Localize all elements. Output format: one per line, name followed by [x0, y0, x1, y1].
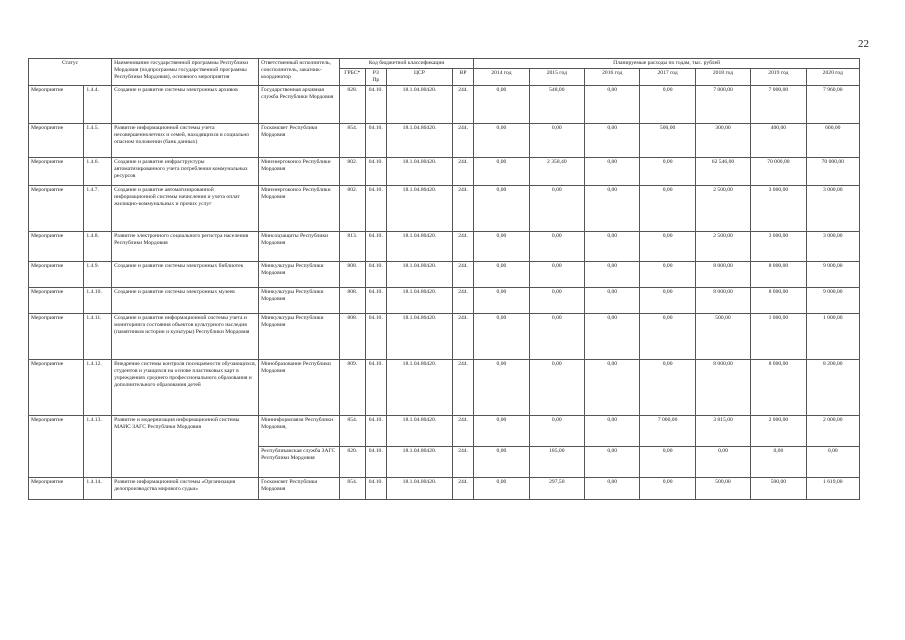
table-body	[29, 86, 860, 500]
row-status: Мероприятие	[29, 158, 84, 186]
row-year-value: 0,00	[585, 447, 640, 478]
row-csr: 18.1.04.80420.	[386, 158, 452, 186]
row-grbs: 808.	[340, 314, 366, 360]
row-year-value: 1 619,00	[806, 478, 859, 500]
row-year-value: 3 000,00	[806, 232, 859, 262]
row-year-value: 0,00	[529, 314, 584, 360]
row-year-value: 0,00	[640, 86, 695, 124]
table-row	[29, 416, 860, 447]
row-year-value: 0,00	[585, 314, 640, 360]
row-year-value: 9 000,00	[806, 288, 859, 314]
row-year-value: 0,00	[640, 288, 695, 314]
row-year-value: 400,00	[751, 124, 806, 158]
row-year-value: 0,00	[640, 447, 695, 478]
row-name: Создание и развитие системы электронных музеев	[112, 288, 259, 314]
row-year-value: 0,00	[474, 158, 529, 186]
header-year: 2017 год	[640, 69, 695, 86]
row-year-value: 185,00	[529, 447, 584, 478]
row-status: Мероприятие	[29, 360, 84, 416]
row-year-value: 0,00	[695, 447, 750, 478]
row-csr: 18.1.04.80420.	[386, 416, 452, 447]
row-vr: 244.	[452, 262, 473, 288]
table-row	[29, 124, 860, 158]
row-year-value: 500,00	[695, 478, 750, 500]
row-responsible: Минэнергоконсо Республики Мордовия	[259, 158, 340, 186]
row-grbs: 813.	[340, 232, 366, 262]
row-year-value: 0,00	[640, 232, 695, 262]
row-rzpr: 04.10.	[365, 232, 386, 262]
row-vr: 244.	[452, 124, 473, 158]
row-year-value: 500,00	[751, 478, 806, 500]
row-year-value: 3 000,00	[751, 186, 806, 232]
row-grbs: 828.	[340, 86, 366, 124]
row-year-value: 0,00	[585, 416, 640, 447]
row-vr: 244.	[452, 447, 473, 478]
row-rzpr: 04.10.	[365, 478, 386, 500]
row-year-value: 9 000,00	[806, 262, 859, 288]
row-rzpr: 04.10.	[365, 447, 386, 478]
row-name: Развитие информационной системы «Организация делопроизводства мирового судьи»	[112, 478, 259, 500]
row-year-value: 2 000,00	[806, 416, 859, 447]
row-rzpr: 04.10.	[365, 186, 386, 232]
row-responsible: Мининформсвязи Республики Мордовия,	[259, 416, 340, 447]
row-vr: 244.	[452, 360, 473, 416]
table-row	[29, 478, 860, 500]
row-year-value: 0,00	[585, 232, 640, 262]
row-year-value: 0,00	[806, 447, 859, 478]
row-number: 1.4.5.	[84, 124, 112, 158]
header-status: Статус	[29, 59, 112, 86]
row-year-value: 0,00	[474, 232, 529, 262]
table-row	[29, 360, 860, 416]
row-rzpr: 04.10.	[365, 288, 386, 314]
row-number: 1.4.8.	[84, 232, 112, 262]
row-year-value: 300,00	[695, 124, 750, 158]
row-rzpr: 04.10.	[365, 158, 386, 186]
row-year-value: 0,00	[585, 186, 640, 232]
row-year-value: 0,00	[474, 288, 529, 314]
row-year-value: 1 000,00	[751, 314, 806, 360]
row-year-value: 500,00	[695, 314, 750, 360]
row-year-value: 62 546,00	[695, 158, 750, 186]
row-status: Мероприятие	[29, 314, 84, 360]
row-vr: 244.	[452, 478, 473, 500]
row-year-value: 0,00	[640, 186, 695, 232]
row-year-value: 297,50	[529, 478, 584, 500]
row-year-value: 0,00	[529, 288, 584, 314]
row-name: Создание и развитие системы электронных библиотек	[112, 262, 259, 288]
row-year-value: 0,00	[751, 447, 806, 478]
row-vr: 244.	[452, 288, 473, 314]
row-number: 1.4.6.	[84, 158, 112, 186]
header-name: Наименование государственной программы Республики Мордовия (подпрограммы государственной программы Республики Мордовия), основного мероприятия	[112, 59, 259, 86]
row-grbs: 854.	[340, 416, 366, 447]
row-year-value: 0,00	[585, 124, 640, 158]
row-responsible: Государственная архивная служба Республики Мордовия	[259, 86, 340, 124]
row-year-value: 8 000,00	[695, 262, 750, 288]
row-responsible: Минсоцзащиты Республики Мордовия	[259, 232, 340, 262]
row-csr: 18.1.04.80420.	[386, 360, 452, 416]
row-name: Развитие электронного социального регистра населения Республики Мордовия	[112, 232, 259, 262]
row-year-value: 8 000,00	[695, 360, 750, 416]
row-year-value: 0,00	[529, 416, 584, 447]
header-csr: ЦСР	[386, 69, 452, 86]
row-vr: 244.	[452, 86, 473, 124]
header-year: 2019 год	[751, 69, 806, 86]
row-year-value: 0,00	[529, 124, 584, 158]
row-responsible: Госкомсвет Республики Мордовия	[259, 124, 340, 158]
row-year-value: 2 358,40	[529, 158, 584, 186]
row-status: Мероприятие	[29, 86, 84, 124]
row-year-value: 7 000,00	[640, 416, 695, 447]
row-name: Внедрение системы контроля посещаемости обучающихся, студентов и учащихся на основе пластиковых карт в учреждениях среднего профессионального образования и дополнительного образования детей	[112, 360, 259, 416]
row-grbs: 808.	[340, 288, 366, 314]
row-status: Мероприятие	[29, 124, 84, 158]
row-year-value: 7 960,00	[806, 86, 859, 124]
header-year: 2018 год	[695, 69, 750, 86]
row-year-value: 600,00	[806, 124, 859, 158]
row-year-value: 0,00	[474, 86, 529, 124]
header-budget-code: Код бюджетной классификации	[340, 59, 474, 69]
header-vr: ВР	[452, 69, 473, 86]
row-responsible: Минкультуры Республики Мордовия	[259, 288, 340, 314]
row-year-value: 2 500,00	[695, 186, 750, 232]
row-status: Мероприятие	[29, 262, 84, 288]
row-year-value: 0,00	[529, 186, 584, 232]
row-year-value: 70 000,00	[751, 158, 806, 186]
row-rzpr: 04.10.	[365, 262, 386, 288]
row-year-value: 2 500,00	[695, 232, 750, 262]
row-year-value: 3 000,00	[751, 232, 806, 262]
row-year-value: 3 000,00	[806, 186, 859, 232]
row-grbs: 809.	[340, 360, 366, 416]
header-rzpr: РЗ Пр	[365, 69, 386, 86]
row-csr: 18.1.04.80420.	[386, 478, 452, 500]
row-responsible: Минкультуры Республики Мордовия	[259, 262, 340, 288]
row-csr: 18.1.04.80420.	[386, 232, 452, 262]
row-year-value: 0,00	[585, 288, 640, 314]
table-row	[29, 262, 860, 288]
row-responsible: Госкомсвет Республики Мордовия	[259, 478, 340, 500]
row-status: Мероприятие	[29, 478, 84, 500]
row-vr: 244.	[452, 186, 473, 232]
row-year-value: 0,00	[585, 478, 640, 500]
row-year-value: 0,00	[640, 360, 695, 416]
row-year-value: 0,00	[474, 478, 529, 500]
row-year-value: 8 200,00	[806, 360, 859, 416]
row-year-value: 0,00	[640, 262, 695, 288]
row-responsible: Минобразование Республики Мордовия	[259, 360, 340, 416]
row-responsible: Минкультуры Республики Мордовия	[259, 314, 340, 360]
row-grbs: 820.	[340, 447, 366, 478]
row-rzpr: 04.10.	[365, 124, 386, 158]
row-year-value: 500,00	[640, 124, 695, 158]
row-number: 1.4.7.	[84, 186, 112, 232]
row-year-value: 0,00	[585, 262, 640, 288]
row-year-value: 70 000,00	[806, 158, 859, 186]
header-year: 2014 год	[474, 69, 529, 86]
row-vr: 244.	[452, 232, 473, 262]
row-grbs: 854.	[340, 124, 366, 158]
row-year-value: 0,00	[585, 158, 640, 186]
row-csr: 18.1.04.80420.	[386, 86, 452, 124]
table-row	[29, 158, 860, 186]
row-rzpr: 04.10.	[365, 86, 386, 124]
row-year-value: 0,00	[640, 158, 695, 186]
row-year-value: 0,00	[585, 360, 640, 416]
row-number: 1.4.10.	[84, 288, 112, 314]
table-row	[29, 232, 860, 262]
row-year-value: 0,00	[585, 86, 640, 124]
row-grbs: 802.	[340, 186, 366, 232]
row-csr: 18.1.04.80420.	[386, 314, 452, 360]
header-year: 2015 год	[529, 69, 584, 86]
row-csr: 18.1.04.80420.	[386, 288, 452, 314]
header-responsible: Ответственный исполнитель, соисполнитель, заказчик-координатор	[259, 59, 340, 86]
row-year-value: 0,00	[529, 232, 584, 262]
row-year-value: 0,00	[474, 186, 529, 232]
row-name: Создание и развитие инфраструктуры автоматизированного учета потребления коммунальных ресурсов	[112, 158, 259, 186]
row-year-value: 548,00	[529, 86, 584, 124]
row-year-value: 0,00	[529, 262, 584, 288]
row-name: Развитие информационной системы учета несовершеннолетних и семей, находящихся в социально опасном положении (банк данных)	[112, 124, 259, 158]
table-row	[29, 288, 860, 314]
header-grbs: ГРБС*	[340, 69, 366, 86]
row-year-value: 2 000,00	[751, 416, 806, 447]
row-vr: 244.	[452, 416, 473, 447]
header-year: 2016 год	[585, 69, 640, 86]
header-year: 2020 год	[806, 69, 859, 86]
row-csr: 18.1.04.80420.	[386, 447, 452, 478]
row-name: Создание и развитие автоматизированной информационной системы начисления и учета оплат жилищно-коммунальных и прочих услуг	[112, 186, 259, 232]
row-number: 1.4.11.	[84, 314, 112, 360]
row-responsible: Республиканская служба ЗАГС Республики Мордовия	[259, 447, 340, 478]
row-grbs: 802.	[340, 158, 366, 186]
header-planned-expenses: Планируемые расходы по годам, тыс. рублей	[474, 59, 860, 69]
row-csr: 18.1.04.80420.	[386, 124, 452, 158]
row-grbs: 808.	[340, 262, 366, 288]
row-name: Развитие и модернизация информационной системы МАИС ЗАГС Республики Мордовия	[112, 416, 259, 478]
row-status: Мероприятие	[29, 186, 84, 232]
row-grbs: 854.	[340, 478, 366, 500]
row-year-value: 0,00	[640, 314, 695, 360]
table-row	[29, 186, 860, 232]
page-number: 22	[858, 38, 869, 50]
row-year-value: 0,00	[474, 124, 529, 158]
row-year-value: 1 000,00	[806, 314, 859, 360]
row-name: Создание и развитие информационной системы учета и мониторинга состояния объектов культурного наследия (памятников истории и культуры) Республики Мордовия	[112, 314, 259, 360]
row-year-value: 8 000,00	[751, 262, 806, 288]
row-csr: 18.1.04.80420.	[386, 262, 452, 288]
row-year-value: 3 815,00	[695, 416, 750, 447]
row-year-value: 8 000,00	[751, 288, 806, 314]
row-responsible: Минэнергоконсо Республики Мордовия	[259, 186, 340, 232]
row-year-value: 0,00	[474, 447, 529, 478]
row-rzpr: 04.10.	[365, 314, 386, 360]
row-year-value: 0,00	[640, 478, 695, 500]
row-year-value: 7 000,00	[751, 86, 806, 124]
row-number: 1.4.12.	[84, 360, 112, 416]
row-year-value: 0,00	[474, 360, 529, 416]
row-number: 1.4.13.	[84, 416, 112, 478]
row-status: Мероприятие	[29, 288, 84, 314]
row-year-value: 0,00	[474, 262, 529, 288]
table-row	[29, 86, 860, 124]
row-status: Мероприятие	[29, 232, 84, 262]
row-vr: 244.	[452, 314, 473, 360]
row-year-value: 0,00	[474, 314, 529, 360]
row-year-value: 0,00	[529, 360, 584, 416]
row-year-value: 0,00	[474, 416, 529, 447]
row-number: 1.4.4.	[84, 86, 112, 124]
row-status: Мероприятие	[29, 416, 84, 478]
row-number: 1.4.14.	[84, 478, 112, 500]
row-rzpr: 04.10.	[365, 360, 386, 416]
row-year-value: 7 000,00	[695, 86, 750, 124]
row-name: Создание и развитие системы электронных архивов	[112, 86, 259, 124]
row-vr: 244.	[452, 158, 473, 186]
row-csr: 18.1.04.80420.	[386, 186, 452, 232]
row-rzpr: 04.10.	[365, 416, 386, 447]
budget-table	[28, 58, 860, 500]
row-number: 1.4.9.	[84, 262, 112, 288]
row-year-value: 8 000,00	[751, 360, 806, 416]
row-year-value: 8 000,00	[695, 288, 750, 314]
table-row	[29, 314, 860, 360]
